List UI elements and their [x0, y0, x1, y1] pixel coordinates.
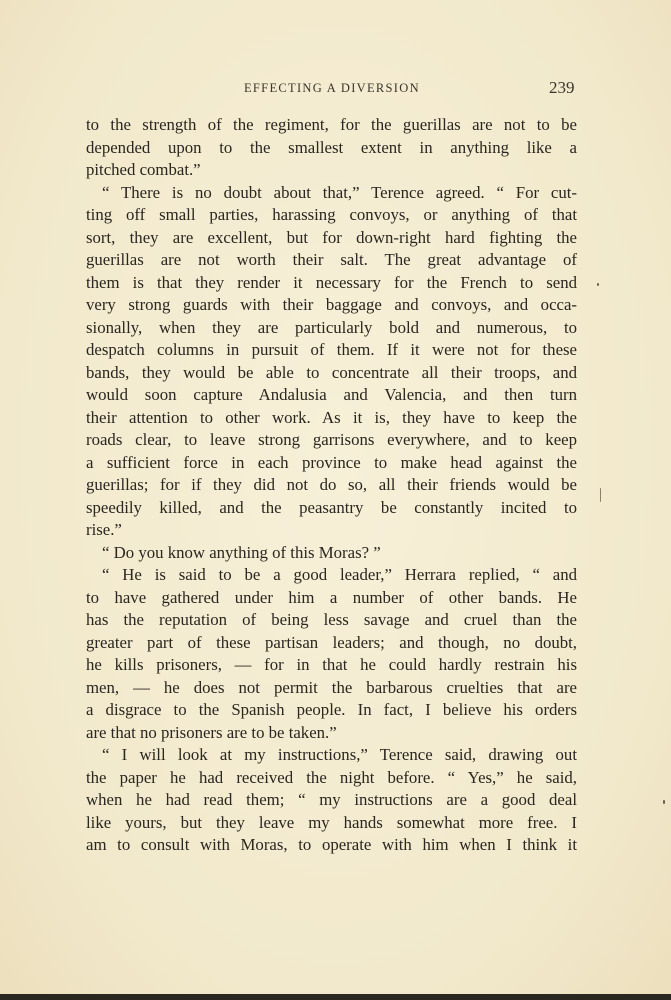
text-line: “ There is no doubt about that,” Terence agreed. “ For cut-	[102, 182, 577, 202]
paper-speck	[597, 283, 599, 286]
text-line: “ He is said to be a good leader,” Herrara replied, “ and	[102, 565, 577, 584]
text-line: are that no prisoners are to be taken.”	[86, 722, 337, 742]
text-line: despatch columns in pursuit of them. If it were not for these	[86, 340, 577, 359]
text-line: speedily killed, and the peasantry be constantly incited to	[86, 497, 577, 517]
text-line: like yours, but they leave my hands somewhat more free. I	[86, 812, 577, 832]
running-head	[0, 79, 671, 99]
text-line: guerillas; for if they did not do so, all their friends would be	[86, 475, 577, 494]
text-line: to have gathered under him a number of other bands. He	[86, 587, 577, 607]
page-number: 239	[549, 78, 575, 97]
text-line: to the strength of the regiment, for the guerillas are not to be	[86, 115, 577, 134]
text-line: would soon capture Andalusia and Valencia, and then turn	[86, 385, 577, 404]
text-line: when he had read them; “ my instructions are a good deal	[86, 790, 577, 809]
text-line: “ I will look at my instructions,” Terence said, drawing out	[102, 745, 577, 764]
text-line: he kills prisoners, — for in that he could hardly restrain his	[86, 655, 577, 674]
text-line: a disgrace to the Spanish people. In fact, I believe his orders	[86, 700, 577, 719]
text-line: the paper he had received the night before. “ Yes,” he said,	[86, 767, 577, 787]
text-line: roads clear, to leave strong garrisons everywhere, and to keep	[86, 430, 577, 449]
text-line: their attention to other work. As it is, they have to keep the	[86, 407, 577, 427]
text-line: has the reputation of being less savage and cruel than the	[86, 610, 577, 629]
text-line: ting off small parties, harassing convoys, or anything of that	[86, 205, 577, 224]
text-line: rise.”	[86, 520, 122, 539]
text-line: greater part of these partisan leaders; and though, no doubt,	[86, 632, 577, 652]
text-line: sionally, when they are particularly bold and numerous, to	[86, 317, 577, 337]
text-line: men, — he does not permit the barbarous cruelties that are	[86, 677, 577, 697]
page-bottom-edge	[0, 994, 671, 1000]
paper-speck	[600, 488, 601, 502]
text-line: them is that they render it necessary for the French to send	[86, 272, 577, 292]
text-line: guerillas are not worth their salt. The great advantage of	[86, 250, 577, 269]
text-line: “ Do you know anything of this Moras? ”	[102, 542, 381, 562]
text-line: a sufficient force in each province to make head against the	[86, 452, 577, 472]
text-line: bands, they would be able to concentrate all their troops, and	[86, 362, 577, 382]
running-title: EFFECTING A DIVERSION	[244, 81, 420, 95]
body-text	[86, 114, 577, 857]
paper-speck	[663, 800, 665, 804]
text-line: sort, they are excellent, but for down-right hard fighting the	[86, 227, 577, 247]
text-line: pitched combat.”	[86, 160, 201, 179]
text-line: am to consult with Moras, to operate with him when I think it	[86, 835, 577, 854]
text-line: very strong guards with their baggage and convoys, and occa-	[86, 295, 577, 314]
text-line: depended upon to the smallest extent in anything like a	[86, 137, 577, 157]
